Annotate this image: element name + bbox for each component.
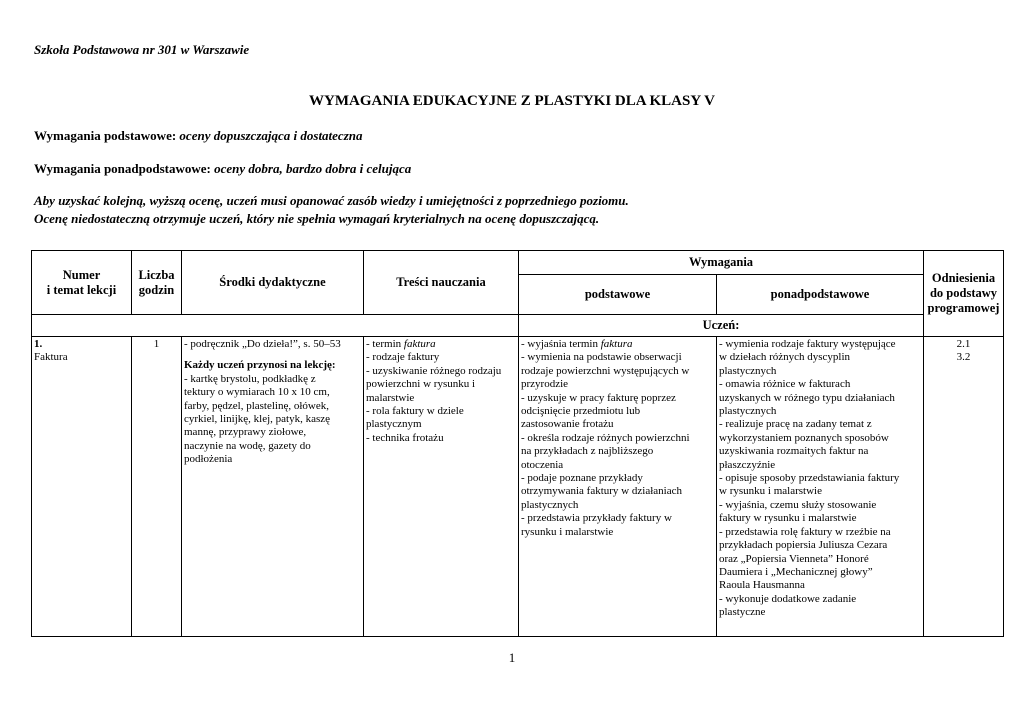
srodki-line: cyrkiel, linijkę, klej, patyk, kaszę <box>184 413 331 426</box>
basic-line: rysunku i malarstwie <box>521 525 614 538</box>
srodki-line: podłożenia <box>184 453 233 466</box>
advanced-line: plastycznych <box>719 364 777 377</box>
advanced-line: uzyskiwania rozmaitych faktur na <box>719 445 869 458</box>
header-hours-2: godzin <box>138 282 175 297</box>
header-number: Numer <box>62 267 101 282</box>
advanced-requirements-label: Wymagania ponadpodstawowe: <box>34 161 211 176</box>
header-student: Uczeń: <box>519 315 924 337</box>
tresci-term: faktura <box>403 338 436 350</box>
basic-requirements-value: oceny dopuszczająca i dostateczna <box>179 128 363 143</box>
advanced-line: plastycznych <box>719 405 777 418</box>
page-number: 1 <box>508 650 516 665</box>
basic-line: odcişnięcie przedmiotu lub <box>521 405 641 418</box>
tresci-line: plastycznym <box>366 418 422 431</box>
header-requirements: Wymagania <box>519 251 924 275</box>
basic-term: faktura <box>600 338 633 350</box>
srodki-line: tektury o wymiarach 10 x 10 cm, <box>184 386 330 399</box>
basic-requirements-label: Wymagania podstawowe: <box>34 128 177 143</box>
note-line-2: Ocenę niedostateczną otrzymuje uczeń, który nie spełnia wymagań kryterialnych na ocenę dopuszczającą. <box>34 211 600 226</box>
advanced-line: plastyczne <box>719 606 766 619</box>
school-name: Szkoła Podstawowa nr 301 w Warszawie <box>34 42 250 57</box>
reference-item: 3.2 <box>956 351 971 364</box>
basic-line: przyrodzie <box>521 378 569 391</box>
advanced-line: w dziełach różnych dyscyplin <box>719 351 851 364</box>
note-line-1: Aby uzyskać kolejną, wyższą ocenę, uczeń musi opanować zasób wiedzy i umiejętności z poprzedniego poziomu. <box>34 193 629 208</box>
header-references-3: programowej <box>927 301 1000 315</box>
srodki-line: naczynie na wodę, gazety do <box>184 439 311 452</box>
row-advanced-requirements <box>717 337 924 637</box>
advanced-requirements-value: oceny dobra, bardzo dobra i celująca <box>214 161 412 176</box>
srodki-bold-line: Każdy uczeń przynosi na lekcję: <box>184 359 336 372</box>
advanced-line: - wymienia rodzaje faktury występujące <box>719 338 896 350</box>
header-advanced: ponadpodstawowe <box>717 275 924 315</box>
basic-prefix: - wyjaśnia termin <box>521 338 601 350</box>
basic-line: - wymienia na podstawie obserwacji <box>521 351 682 364</box>
advanced-line: wykorzystaniem poznanych sposobów <box>719 431 889 444</box>
header-teaching-content: Treści nauczania <box>364 251 519 315</box>
advanced-line: - opisuje sposoby przedstawiania faktury <box>719 472 900 485</box>
tresci-line: - rodzaje faktury <box>366 351 440 364</box>
row-basic-requirements <box>519 337 717 637</box>
tresci-line <box>366 338 516 351</box>
basic-line: otrzymywania faktury w działaniach <box>521 485 682 498</box>
advanced-requirements <box>34 161 411 177</box>
header-hours <box>132 251 182 315</box>
basic-line: - przedstawia przykłady faktury w <box>521 512 672 525</box>
spacer <box>184 351 361 359</box>
advanced-line: Daumiera i „Mechanicznej głowy” <box>719 565 873 578</box>
basic-requirements <box>34 128 363 144</box>
basic-line: - uzyskuje w pracy fakturę poprzez <box>521 391 676 404</box>
header-blank <box>32 315 519 337</box>
advanced-line: Raoula Hausmanna <box>719 579 805 592</box>
advanced-line: faktury w rysunku i malarstwie <box>719 512 857 525</box>
row-topic-cell <box>32 337 132 637</box>
advanced-line: oraz „Popiersia Vienneta” Honoré <box>719 552 869 565</box>
srodki-line: farby, pędzel, plastelinę, ołówek, <box>184 399 329 412</box>
tresci-line: - technika frotażu <box>366 431 444 444</box>
header-references <box>924 251 1004 337</box>
basic-line: - podaje poznane przykłady <box>521 472 643 485</box>
advanced-line: - przedstawia rolę faktury w rzeźbie na <box>719 525 891 538</box>
tresci-line: malarstwie <box>366 391 415 404</box>
advanced-line: w rysunku i malarstwie <box>719 485 822 498</box>
reference-item: 2.1 <box>956 338 971 350</box>
tresci-prefix: - termin <box>366 338 404 350</box>
tresci-line: powierzchni w rysunku i <box>366 378 476 391</box>
advanced-line: uzyskanych w różnego typu działaniach <box>719 391 895 404</box>
basic-line: otoczenia <box>521 458 564 471</box>
row-topic: Faktura <box>34 351 68 364</box>
row-hours: 1 <box>132 337 182 637</box>
document-title: WYMAGANIA EDUKACYJNE Z PLASTYKI DLA KLASY V <box>309 93 715 109</box>
header-references-2: do podstawy <box>929 286 998 300</box>
basic-line <box>521 338 714 351</box>
basic-line: - określa rodzaje różnych powierzchni <box>521 431 690 444</box>
advanced-line: - realizuje pracę na zadany temat z <box>719 418 872 431</box>
row-teaching-content <box>364 337 519 637</box>
header-references-1: Odniesienia <box>931 271 996 285</box>
row-didactic-means <box>182 337 364 637</box>
advanced-line: płaszczyźnie <box>719 458 776 471</box>
tresci-line: - rola faktury w dziele <box>366 405 464 418</box>
header-hours-1: Liczba <box>138 267 175 282</box>
requirements-table <box>31 250 1004 637</box>
advanced-line: - wyjaśnia, czemu służy stosowanie <box>719 498 877 511</box>
srodki-line: mannę, przyprawy ziołowe, <box>184 426 307 439</box>
header-didactic-means: Środki dydaktyczne <box>182 251 364 315</box>
advanced-line: - wykonuje dodatkowe zadanie <box>719 592 857 605</box>
header-number-topic <box>32 251 132 315</box>
header-basic: podstawowe <box>519 275 717 315</box>
row-references <box>924 337 1004 637</box>
srodki-line: - podręcznik „Do dzieła!”, s. 50–53 <box>184 338 341 350</box>
advanced-line: - omawia różnice w fakturach <box>719 378 851 391</box>
basic-line: na przykładach z najbliższego <box>521 445 654 458</box>
tresci-line: - uzyskiwanie różnego rodzaju <box>366 364 502 377</box>
basic-line: plastycznych <box>521 498 579 511</box>
basic-line: zastosowanie frotażu <box>521 418 614 431</box>
basic-line: rodzaje powierzchni występujących w <box>521 364 690 377</box>
header-topic: i temat lekcji <box>46 282 117 297</box>
table-row <box>32 337 1004 637</box>
row-number: 1. <box>34 338 43 350</box>
advanced-line: przykładach popiersia Juliusza Cezara <box>719 539 888 552</box>
srodki-line: - kartkę brystolu, podkładkę z <box>184 372 316 385</box>
